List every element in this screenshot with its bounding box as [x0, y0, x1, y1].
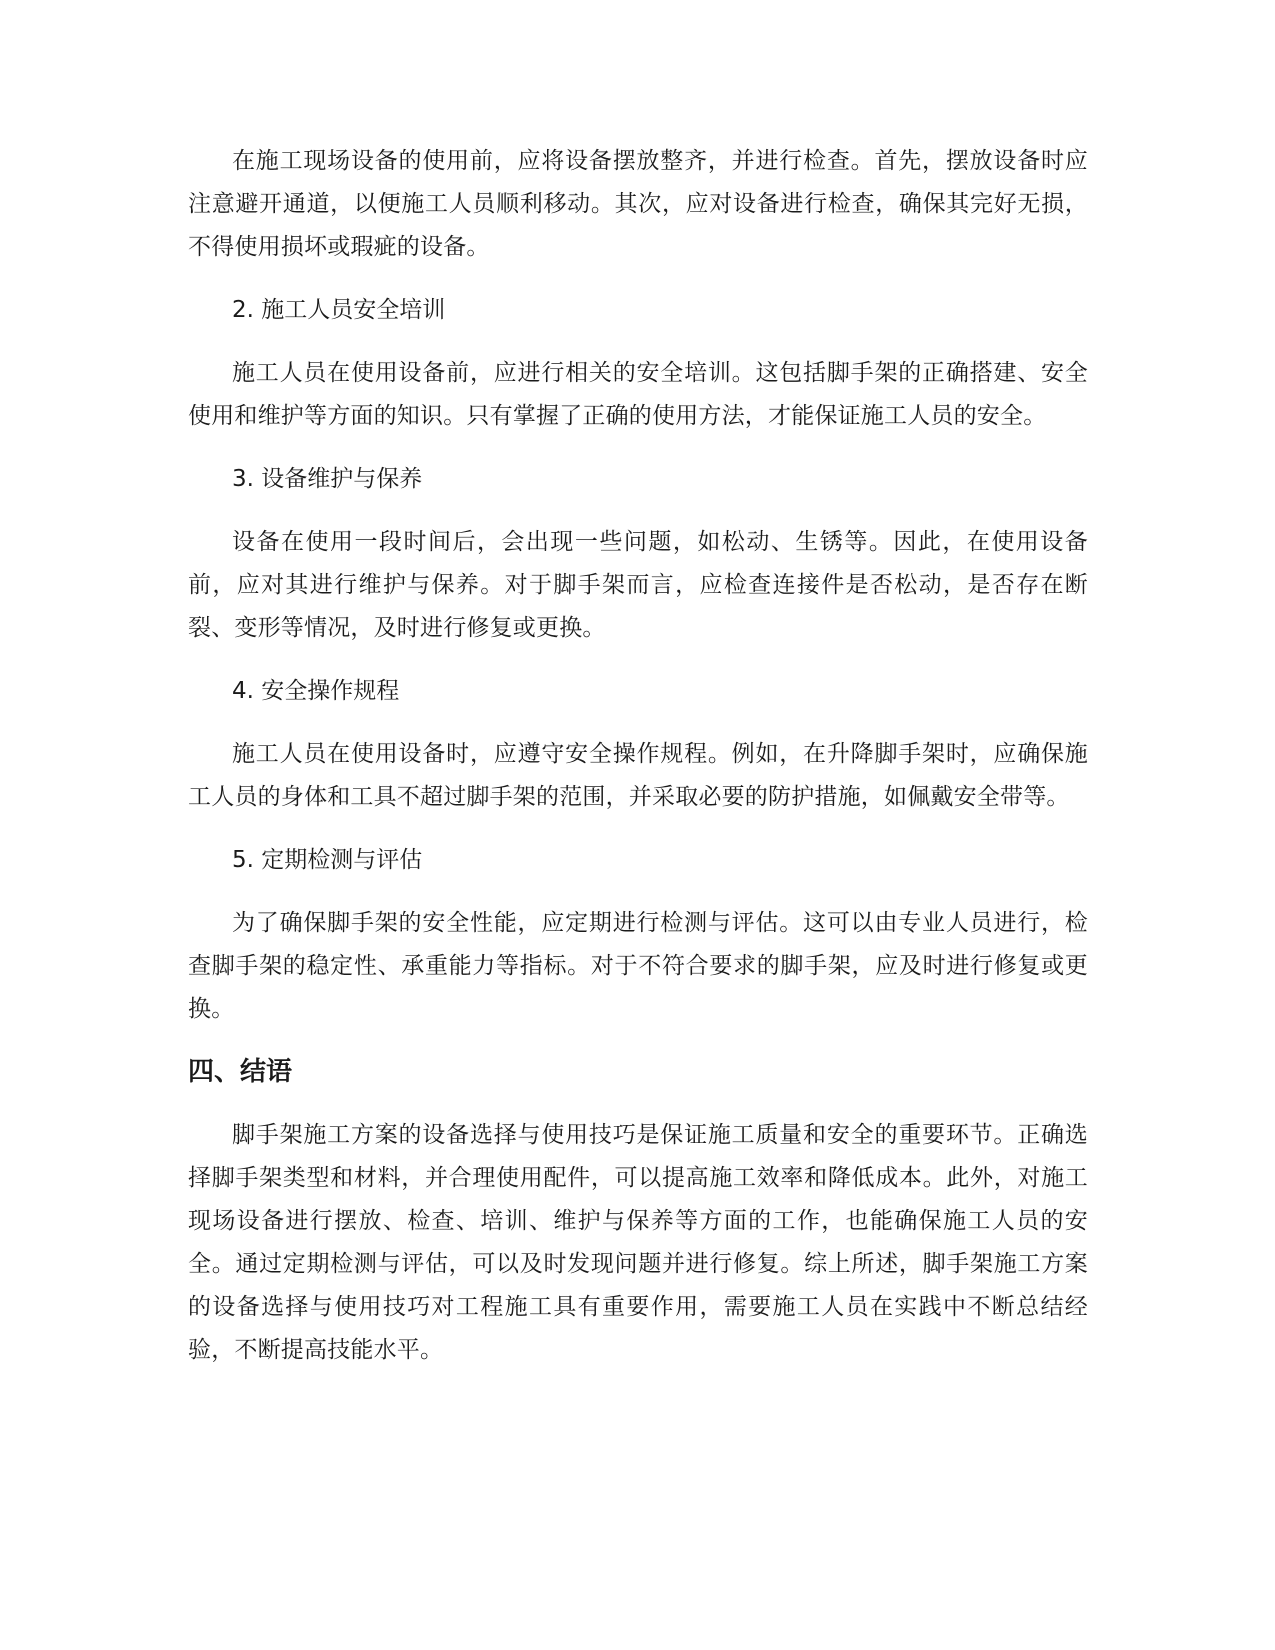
item-body-safety-training: 施工人员在使用设备前，应进行相关的安全培训。这包括脚手架的正确搭建、安全使用和维护等方面的知识。只有掌握了正确的使用方法，才能保证施工人员的安全。	[188, 360, 1088, 429]
item-heading-operating-rules: 4. 安全操作规程	[232, 678, 400, 704]
item-body-maintenance: 设备在使用一段时间后，会出现一些问题，如松动、生锈等。因此，在使用设备前，应对其进行维护与保养。对于脚手架而言，应检查连接件是否松动，是否存在断裂、变形等情况，及时进行修复或更换。	[188, 529, 1088, 641]
section-heading-conclusion: 四、结语	[188, 1057, 293, 1087]
item-heading-maintenance: 3. 设备维护与保养	[232, 466, 423, 492]
intro-paragraph: 在施工现场设备的使用前，应将设备摆放整齐，并进行检查。首先，摆放设备时应注意避开通道，以便施工人员顺利移动。其次，应对设备进行检查，确保其完好无损，不得使用损坏或瑕疵的设备。	[188, 148, 1088, 260]
item-body-operating-rules: 施工人员在使用设备时，应遵守安全操作规程。例如，在升降脚手架时，应确保施工人员的身体和工具不超过脚手架的范围，并采取必要的防护措施，如佩戴安全带等。	[188, 741, 1088, 810]
document-body	[188, 140, 1088, 1392]
item-body-inspection: 为了确保脚手架的安全性能，应定期进行检测与评估。这可以由专业人员进行，检查脚手架的稳定性、承重能力等指标。对于不符合要求的脚手架，应及时进行修复或更换。	[188, 910, 1088, 1022]
conclusion-paragraph: 脚手架施工方案的设备选择与使用技巧是保证施工质量和安全的重要环节。正确选择脚手架类型和材料，并合理使用配件，可以提高施工效率和降低成本。此外，对施工现场设备进行摆放、检查、培训、维护与保养等方面的工作，也能确保施工人员的安全。通过定期检测与评估，可以及时发现问题并进行修复。综上所述，脚手架施工方案的设备选择与使用技巧对工程施工具有重要作用，需要施工人员在实践中不断总结经验，不断提高技能水平。	[188, 1122, 1088, 1363]
item-heading-safety-training: 2. 施工人员安全培训	[232, 297, 446, 323]
item-heading-inspection: 5. 定期检测与评估	[232, 847, 423, 873]
